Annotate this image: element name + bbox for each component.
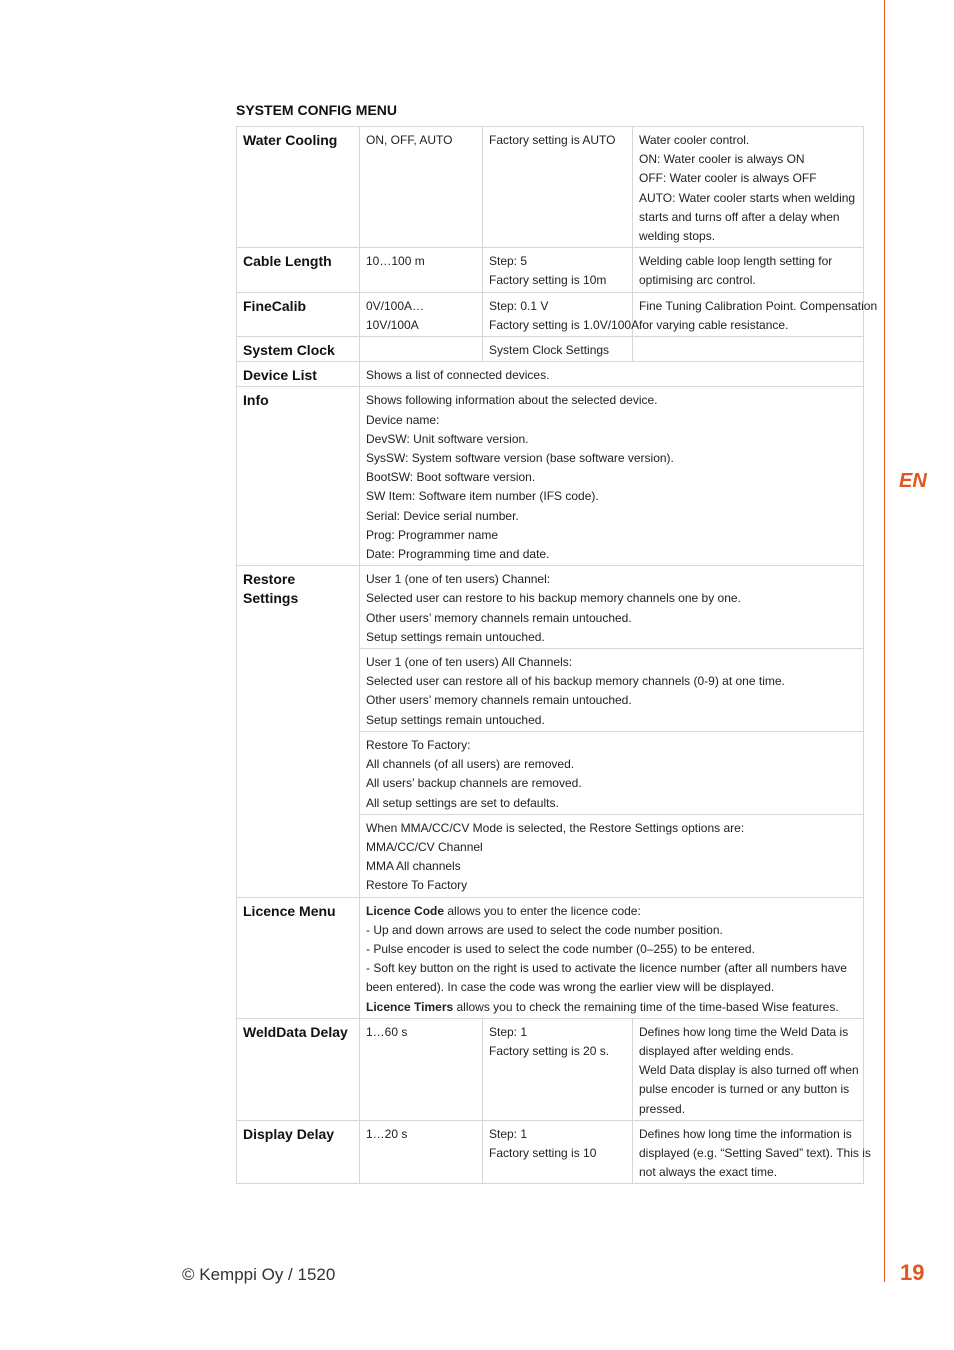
- desc-line: Serial: Device serial number.: [366, 508, 519, 523]
- licence-timers-line: [366, 998, 857, 1017]
- row-name: FineCalib: [237, 292, 360, 336]
- table-row-display-delay: [237, 1120, 864, 1184]
- desc-line: All setup settings are set to defaults.: [366, 795, 559, 810]
- desc-line: Welding cable loop length setting for: [639, 254, 833, 269]
- row-description: Shows a list of connected devices.: [360, 362, 864, 387]
- step-line: Factory setting is 20 s.: [489, 1043, 610, 1058]
- row-range: 0V/100A…10V/100A: [360, 292, 483, 336]
- desc-line: SysSW: System software version (base software version).: [366, 451, 674, 466]
- language-tab: EN: [899, 470, 927, 492]
- desc-line: not always the exact time.: [639, 1165, 778, 1180]
- row-range: 10…100 m: [360, 248, 483, 292]
- desc-line: Weld Data display is also turned off when: [639, 1063, 859, 1078]
- page-number: 19: [900, 1260, 925, 1285]
- desc-line: DevSW: Unit software version.: [366, 431, 529, 446]
- desc-line: - Up and down arrows are used to select the code number position.: [366, 922, 723, 937]
- desc-line: Restore To Factory: [366, 878, 468, 893]
- row-step: System Clock Settings: [483, 337, 633, 362]
- row-range: [360, 337, 483, 362]
- row-name: Device List: [237, 362, 360, 387]
- table-row-system-clock: [237, 337, 864, 362]
- row-name: WeldData Delay: [237, 1018, 360, 1120]
- table-row-finecalib: [237, 292, 864, 336]
- row-name: System Clock: [237, 337, 360, 362]
- page-edge-rule: [884, 0, 885, 1282]
- desc-line: Selected user can restore to his backup memory channels one by one.: [366, 591, 741, 606]
- table-row-water-cooling: [237, 127, 864, 248]
- desc-line: Selected user can restore all of his backup memory channels (0-9) at one time.: [366, 674, 785, 689]
- row-description: [360, 897, 864, 1018]
- desc-line: Shows following information about the selected device.: [366, 393, 658, 408]
- desc-line: ON: Water cooler is always ON: [639, 152, 805, 167]
- desc-line: Device name:: [366, 412, 440, 427]
- licence-code-line: [366, 902, 857, 921]
- desc-line: Setup settings remain untouched.: [366, 712, 545, 727]
- restore-block: [360, 649, 864, 732]
- step-line: Step: 5: [489, 254, 528, 269]
- row-step: [483, 292, 640, 336]
- desc-line: Other users’ memory channels remain untouched.: [366, 610, 632, 625]
- restore-block: [360, 731, 864, 814]
- desc-line: All channels (of all users) are removed.: [366, 757, 575, 772]
- row-step: [483, 1120, 633, 1184]
- table-row-device-list: [237, 362, 864, 387]
- step-line: Factory setting is 10: [489, 1145, 597, 1160]
- row-name: Display Delay: [237, 1120, 360, 1184]
- desc-line: welding stops.: [639, 229, 716, 244]
- desc-line: Prog: Programmer name: [366, 527, 499, 542]
- step-line: Step: 1: [489, 1126, 528, 1141]
- desc-line: - Pulse encoder is used to select the code number (0–255) to be entered.: [366, 941, 755, 956]
- desc-line: for varying cable resistance.: [639, 317, 789, 332]
- restore-block: [360, 814, 864, 897]
- desc-line: displayed after welding ends.: [639, 1043, 794, 1058]
- desc-line: SW Item: Software item number (IFS code).: [366, 489, 599, 504]
- row-description: [633, 337, 864, 362]
- desc-line: AUTO: Water cooler starts when welding: [639, 190, 856, 205]
- row-name: Info: [237, 387, 360, 566]
- desc-line: Restore To Factory:: [366, 737, 471, 752]
- row-step: Factory setting is AUTO: [483, 127, 633, 248]
- step-line: Factory setting is 1.0V/100A: [489, 317, 640, 332]
- system-config-table: [236, 126, 878, 1184]
- desc-line: User 1 (one of ten users) All Channels:: [366, 655, 573, 670]
- row-description: [633, 1018, 864, 1120]
- desc-line: displayed (e.g. “Setting Saved” text). This is: [639, 1145, 871, 1160]
- desc-line: pressed.: [639, 1101, 686, 1116]
- desc-line: When MMA/CC/CV Mode is selected, the Restore Settings options are:: [366, 820, 745, 835]
- row-name: Restore Settings: [237, 566, 360, 897]
- section-title: SYSTEM CONFIG MENU: [236, 102, 398, 118]
- desc-line: Fine Tuning Calibration Point. Compensation: [639, 298, 878, 313]
- desc-line: MMA/CC/CV Channel: [366, 839, 483, 854]
- row-range: ON, OFF, AUTO: [360, 127, 483, 248]
- desc-line: - Soft key button on the right is used to activate the licence number (after all numbers have been entered). In case the code was wrong the earlier view will be displayed.: [366, 961, 847, 995]
- desc-line: Date: Programming time and date.: [366, 547, 550, 562]
- table-row-info: [237, 387, 864, 566]
- desc-line: BootSW: Boot software version.: [366, 470, 536, 485]
- restore-block: [360, 566, 864, 649]
- row-description: [633, 127, 864, 248]
- row-name: Cable Length: [237, 248, 360, 292]
- desc-line: Other users’ memory channels remain untouched.: [366, 693, 632, 708]
- row-description: [633, 248, 864, 292]
- desc-line: MMA All channels: [366, 859, 461, 874]
- desc-line: pulse encoder is turned or any button is: [639, 1082, 850, 1097]
- licence-code-label: Licence Code: [366, 903, 445, 918]
- row-step: [483, 1018, 633, 1120]
- table-row-welddata-delay: [237, 1018, 864, 1120]
- row-description: [633, 292, 878, 336]
- desc-line: OFF: Water cooler is always OFF: [639, 171, 817, 186]
- row-description: [360, 387, 864, 566]
- step-line: Step: 1: [489, 1024, 528, 1039]
- row-step: [483, 248, 633, 292]
- row-range: 1…60 s: [360, 1018, 483, 1120]
- desc-line: Defines how long time the Weld Data is: [639, 1024, 849, 1039]
- desc-line: All users’ backup channels are removed.: [366, 776, 582, 791]
- step-line: Step: 0.1 V: [489, 298, 549, 313]
- row-description: [633, 1120, 871, 1184]
- step-line: Factory setting is 10m: [489, 273, 607, 288]
- desc-line: Defines how long time the information is: [639, 1126, 852, 1141]
- desc-line: Water cooler control.: [639, 133, 750, 147]
- row-name: Water Cooling: [237, 127, 360, 248]
- desc-line: optimising arc control.: [639, 273, 756, 288]
- row-name: Licence Menu: [237, 897, 360, 1018]
- copyright-footer: © Kemppi Oy / 1520: [182, 1265, 336, 1284]
- licence-timers-text: allows you to check the remaining time of the time-based Wise features.: [453, 999, 839, 1014]
- table-row-restore-settings: [237, 566, 864, 649]
- row-range: 1…20 s: [360, 1120, 483, 1184]
- licence-code-text: allows you to enter the licence code:: [444, 903, 641, 918]
- desc-line: User 1 (one of ten users) Channel:: [366, 572, 551, 587]
- licence-timers-label: Licence Timers: [366, 999, 454, 1014]
- desc-line: Setup settings remain untouched.: [366, 629, 545, 644]
- desc-line: starts and turns off after a delay when: [639, 209, 840, 224]
- table-row-cable-length: [237, 248, 864, 292]
- table-row-licence-menu: [237, 897, 864, 1018]
